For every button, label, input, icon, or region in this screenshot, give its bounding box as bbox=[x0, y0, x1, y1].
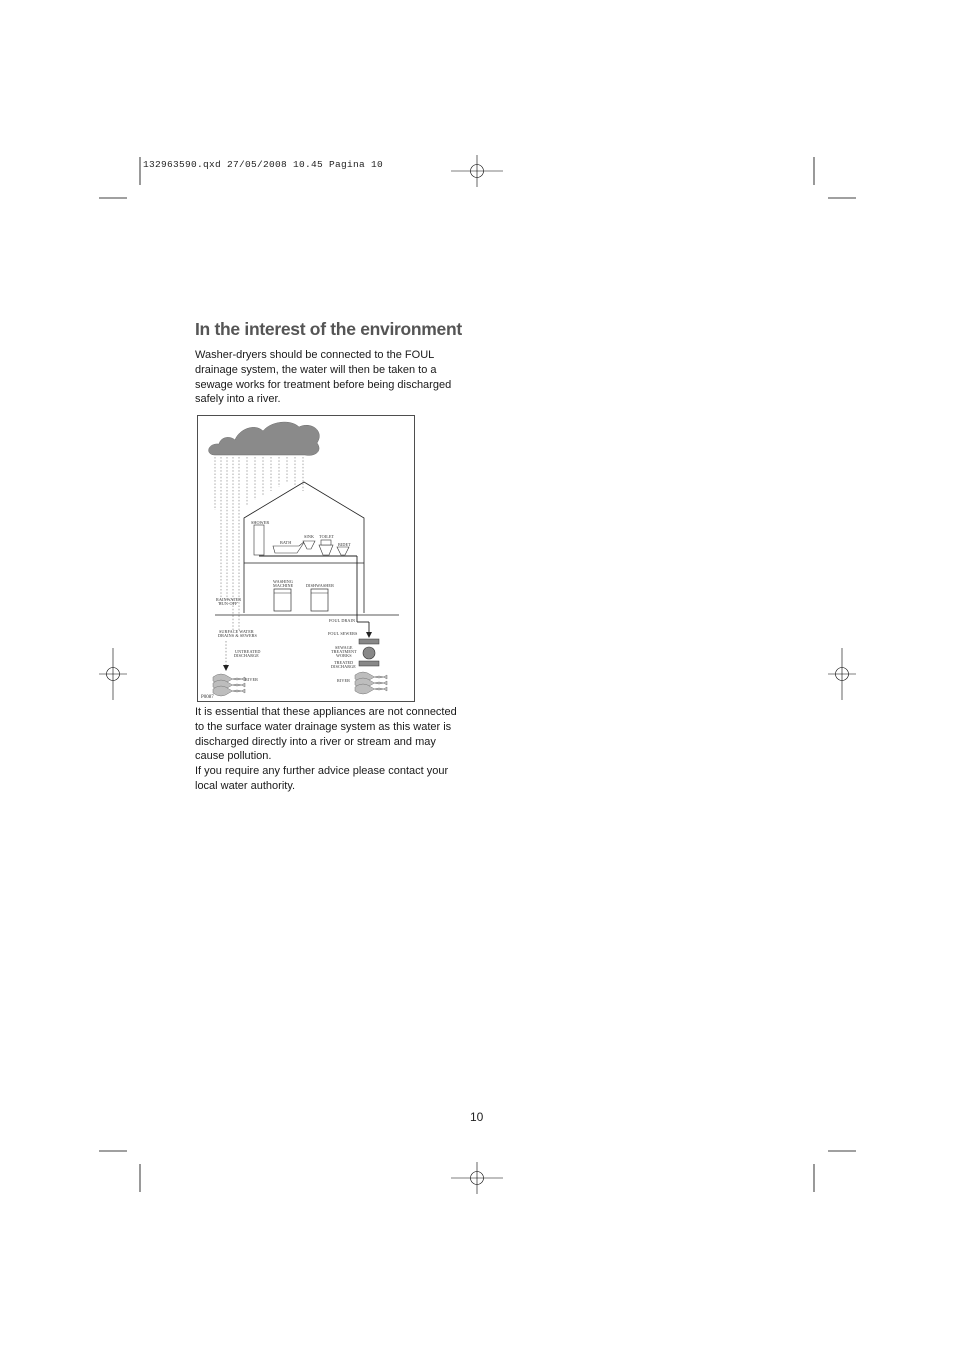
warning-paragraph: It is essential that these appliances are not connected to the surface water drainage system as this water is discharged directly into a river or stream and may cause pollution. bbox=[195, 706, 457, 763]
label-sewage-1: SEWAGE bbox=[335, 645, 353, 650]
label-rainwater-2: 'RUN-OFF' bbox=[218, 601, 239, 606]
treatment-filter-icon bbox=[363, 647, 375, 659]
label-bath: BATH bbox=[280, 540, 292, 545]
printer-slug: 132963590.qxd 27/05/2008 10.45 Pagina 10 bbox=[143, 159, 384, 170]
diagram-code: P0087 bbox=[201, 695, 214, 700]
label-rainwater-1: RAINWATER bbox=[216, 597, 242, 602]
treatment-tank-icon bbox=[359, 639, 379, 644]
body-text bbox=[195, 705, 457, 794]
registration-mark-bottom bbox=[451, 1162, 503, 1194]
label-untreated-1: UNTREATED bbox=[235, 649, 261, 654]
treatment-outlet-icon bbox=[359, 661, 379, 666]
label-washing-machine-2: MACHINE bbox=[273, 583, 294, 588]
dishwasher-icon bbox=[311, 589, 328, 611]
label-surface-water-1: SURFACE WATER bbox=[219, 629, 254, 634]
label-bidet: BIDET bbox=[338, 542, 351, 547]
page-number: 10 bbox=[470, 1110, 484, 1124]
label-river-right: RIVER bbox=[337, 678, 351, 683]
drainage-diagram bbox=[197, 415, 417, 705]
washing-machine-icon bbox=[274, 589, 291, 611]
label-toilet: TOILET bbox=[319, 534, 335, 539]
label-foul-sewers: FOUL SEWERS bbox=[328, 631, 358, 636]
label-dishwasher: DISHWASHER bbox=[306, 583, 334, 588]
label-shower: SHOWER bbox=[251, 520, 270, 525]
diagram-frame bbox=[198, 416, 415, 702]
label-washing-machine-1: WASHING bbox=[273, 579, 294, 584]
label-sink: SINK bbox=[304, 534, 315, 539]
advice-paragraph: If you require any further advice please contact your local water authority. bbox=[195, 765, 449, 792]
label-sewage-2: TREATMENT bbox=[331, 649, 357, 654]
label-surface-water-2: DRAINS & SEWERS bbox=[218, 633, 257, 638]
shower-icon bbox=[254, 525, 264, 555]
label-untreated-2: DISCHARGE bbox=[234, 653, 259, 658]
label-sewage-3: WORKS bbox=[336, 653, 352, 658]
intro-paragraph: Washer-dryers should be connected to the FOUL drainage system, the water will then be taken to a sewage works for treatment before being discharged safely into a river. bbox=[195, 349, 452, 406]
page-title: In the interest of the environment bbox=[195, 319, 462, 339]
registration-mark-top bbox=[451, 155, 503, 187]
label-treated-2: DISCHARGE bbox=[331, 664, 356, 669]
label-river-left: RIVER bbox=[245, 677, 259, 682]
registration-mark-right bbox=[828, 648, 856, 700]
label-treated-1: TREATED bbox=[334, 660, 354, 665]
registration-mark-left bbox=[99, 648, 127, 700]
label-foul-drain: FOUL DRAIN bbox=[329, 618, 356, 623]
